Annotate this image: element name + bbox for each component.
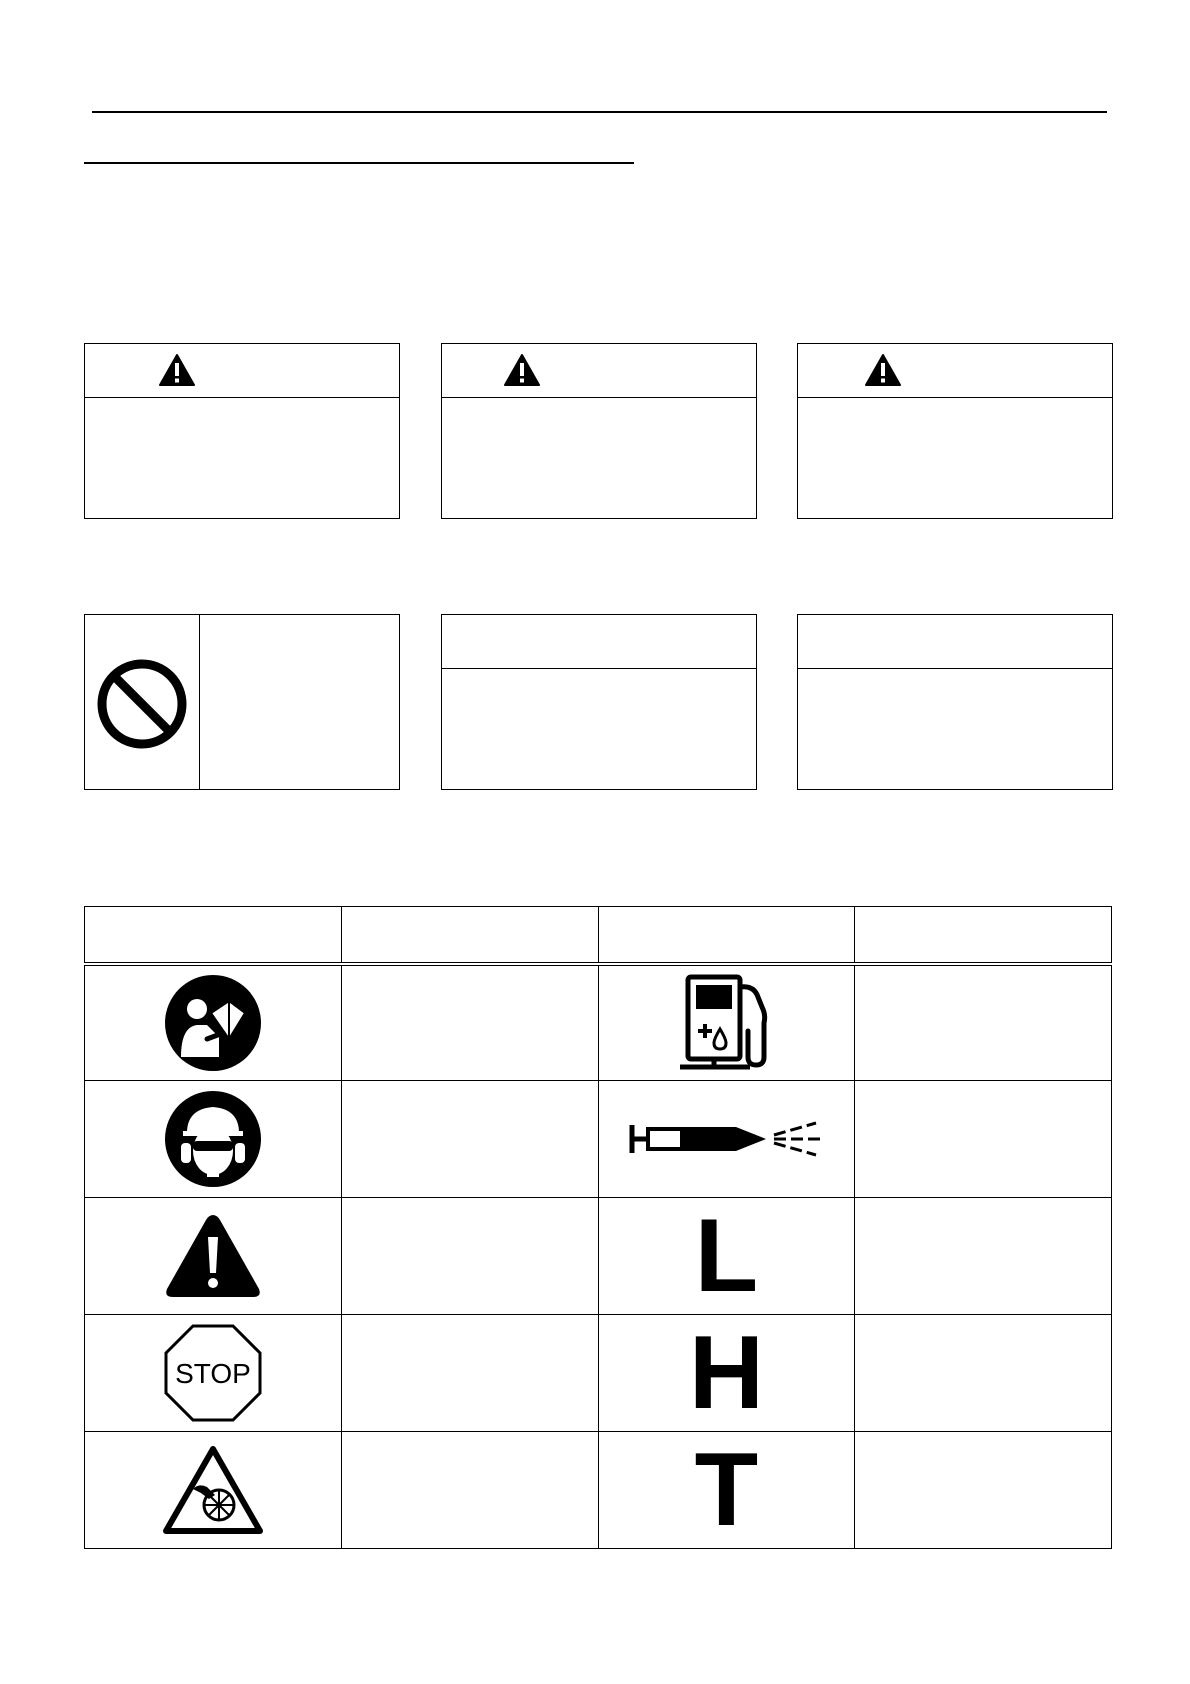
mode-letter-l: L (694, 1198, 759, 1314)
header-rule (92, 111, 1107, 113)
symbol-description (855, 1081, 1112, 1198)
symbol-table (84, 906, 1112, 1549)
symbol-description (855, 964, 1112, 1081)
fuel-pump-icon (674, 971, 778, 1075)
table-row (85, 1432, 1112, 1549)
info-panel-header (798, 615, 1112, 669)
warning-triangle-icon (503, 353, 541, 387)
warning-exclamation-icon (163, 1211, 263, 1301)
signal-panel-header (85, 344, 399, 398)
symbol-description (341, 1081, 598, 1198)
protective-equipment-icon (163, 1089, 263, 1189)
symbol-cell (85, 964, 342, 1081)
symbol-cell (598, 1432, 855, 1549)
table-header-row (85, 907, 1112, 964)
prohibition-icon (95, 657, 189, 751)
symbol-description (341, 964, 598, 1081)
symbol-cell (85, 1198, 342, 1315)
section-title-underline (84, 162, 634, 164)
symbol-description (855, 1315, 1112, 1432)
stop-sign-label: STOP (175, 1358, 251, 1389)
symbol-cell (598, 1081, 855, 1198)
read-manual-icon (163, 973, 263, 1073)
symbol-cell (598, 1315, 855, 1432)
signal-panel-1 (84, 343, 400, 519)
symbol-description (855, 1432, 1112, 1549)
table-row (85, 1081, 1112, 1198)
symbol-cell (85, 1081, 342, 1198)
symbol-description (341, 1432, 598, 1549)
column-header (598, 907, 855, 964)
column-header (85, 907, 342, 964)
info-panel-3 (797, 614, 1113, 790)
mode-letter-h: H (688, 1315, 764, 1431)
symbol-description (341, 1315, 598, 1432)
column-header (855, 907, 1112, 964)
injection-hazard-icon (626, 1109, 826, 1169)
signal-panel-header (442, 344, 756, 398)
mode-letter-t: T (694, 1432, 759, 1548)
stop-sign-icon (163, 1323, 263, 1423)
rotating-hazard-icon (163, 1445, 263, 1535)
symbol-description (855, 1198, 1112, 1315)
table-row (85, 964, 1112, 1081)
prohibition-panel (84, 614, 400, 790)
signal-panel-3 (797, 343, 1113, 519)
warning-triangle-icon (158, 353, 196, 387)
symbol-description (341, 1198, 598, 1315)
symbol-cell (598, 1198, 855, 1315)
symbol-cell (85, 1315, 342, 1432)
prohibition-icon-cell (85, 615, 200, 789)
column-header (341, 907, 598, 964)
symbol-cell (85, 1432, 342, 1549)
table-row (85, 1315, 1112, 1432)
signal-panel-2 (441, 343, 757, 519)
table-row (85, 1198, 1112, 1315)
info-panel-header (442, 615, 756, 669)
warning-triangle-icon (864, 353, 902, 387)
symbol-cell (598, 964, 855, 1081)
info-panel-2 (441, 614, 757, 790)
signal-panel-header (798, 344, 1112, 398)
